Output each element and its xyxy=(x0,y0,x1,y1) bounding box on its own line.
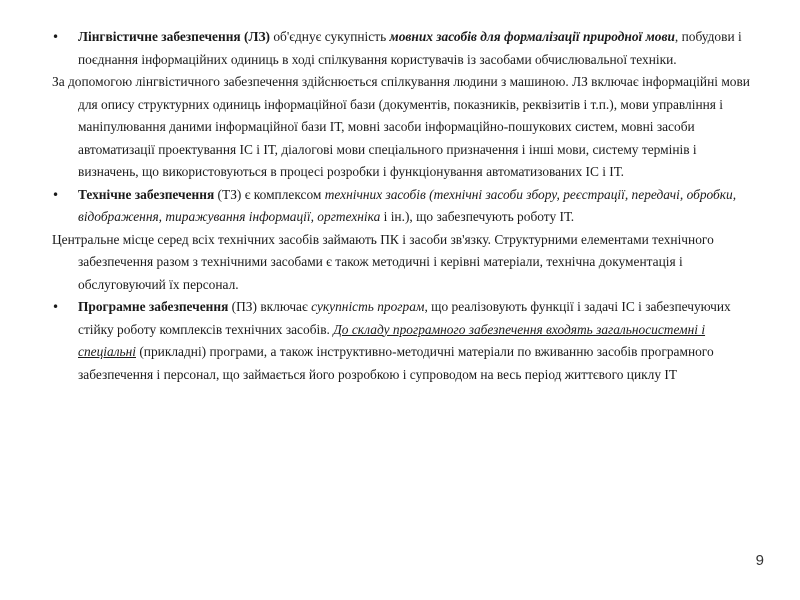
text-segment: (ТЗ) є комплексом xyxy=(214,186,325,202)
bullet-software-support xyxy=(52,296,752,386)
paragraph-linguistic-details xyxy=(52,71,752,184)
underlined-segment: До складу програмного забезпечення входять загальносистемні і спеціальні xyxy=(78,321,706,359)
text-segment: , побудови і поєднання інформаційних одиниць в ході спілкування користувачів із засобами обчислювальної техніки. xyxy=(78,29,742,67)
page-number: 9 xyxy=(755,552,764,569)
italic-segment: технічних засобів (технічні засоби збору, реєстрації, передачі, обробки, відображення, тиражування інформації, оргтехніка xyxy=(78,186,737,224)
term-technical-support: Технічне забезпечення xyxy=(78,186,215,202)
bullet-technical-support xyxy=(52,184,752,229)
italic-segment: сукупність програм xyxy=(311,299,425,314)
bullet-linguistic-support xyxy=(52,26,752,71)
paragraph-text: За допомогою лінгвістичного забезпечення здійснюється спілкування людини з машиною. ЛЗ включає інформаційні мови для опису структурних одиниць інформаційної бази (документів, показників, реквізитів і т.п.), мови управління і маніпулювання даними інформаційної бази ІТ, мовні засоби інформаційно-пошукових систем, мовні засоби автоматизації проектування ІС і ІТ, діалогові мови спеціального призначення і інші мови, систему термінів і визначень, що використовуються в процесі розробки і функціонування автоматизованих ІС і ІТ. xyxy=(52,74,750,179)
text-segment: , що реалізовують функції і задачі ІС і забезпечуючих стійку роботу комплексів технічних засобів. xyxy=(78,299,731,337)
bullet-icon: • xyxy=(52,300,60,314)
bullet-icon: • xyxy=(52,30,60,44)
text-segment: і ін.), що забезпечують роботу ІТ. xyxy=(380,209,575,224)
paragraph-technical-details xyxy=(52,229,752,297)
bullet-icon: • xyxy=(52,187,60,202)
text-segment: (прикладні) програми, а також інструктивно-методичні матеріали по вживанню засобів програмного забезпечення і персонал, що займається його розробкою і супроводом на весь період життєвого циклу ІТ xyxy=(78,344,714,382)
text-segment: об'єднує сукупність xyxy=(269,29,390,44)
italic-segment: мовних засобів для формалізації природної мови xyxy=(389,29,675,44)
term-software-support: Програмне забезпечення xyxy=(78,299,229,314)
text-segment: (ПЗ) включає xyxy=(228,299,312,314)
term-linguistic-support: Лінгвістичне забезпечення (ЛЗ) xyxy=(78,29,270,44)
paragraph-text: Центральне місце серед всіх технічних засобів займають ПК і засоби зв'язку. Структурними елементами технічного забезпечення разом з технічними засобами є також методичні і керівні матеріали, технічна документація і обслуговуючий їх персонал. xyxy=(52,231,714,292)
slide-content xyxy=(52,26,752,386)
